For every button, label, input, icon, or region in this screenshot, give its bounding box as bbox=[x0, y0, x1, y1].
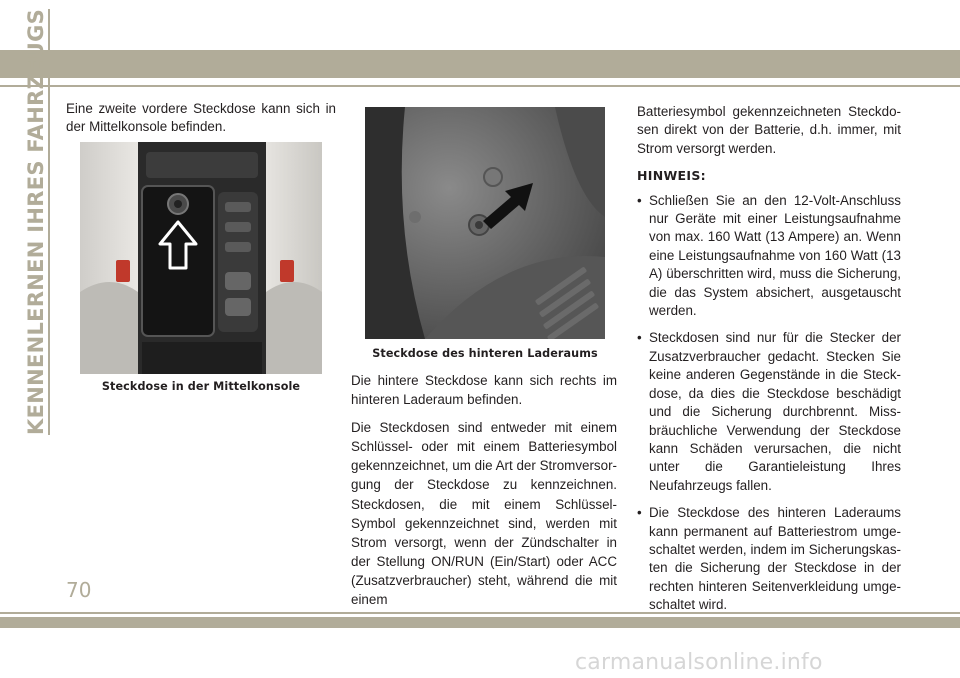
header-rule bbox=[0, 85, 960, 87]
column-3 bbox=[637, 103, 901, 624]
page-number: 70 bbox=[66, 578, 92, 602]
list-item: • Schließen Sie an den 12-Volt-Anschluss nur Geräte mit einer Leistungsaufnahme von max. 160 Watt (13 Ampere) an. Wenn eine Leistungsaufnahme von 160 Watt (13 A) überschritten wird, muss die Sicherung, die das System absichert, ausgetauscht werden. bbox=[637, 192, 901, 321]
note-list bbox=[637, 192, 901, 615]
column-2 bbox=[351, 371, 617, 618]
cargo-area-photo bbox=[365, 107, 605, 339]
section-side-title: KENNENLERNEN IHRES FAHRZEUGS bbox=[24, 8, 48, 435]
note-heading: HINWEIS: bbox=[637, 168, 706, 184]
list-item: • Steckdosen sind nur für die Stecker der Zusatzverbraucher gedacht. Stecken Sie keine anderen Gegenstände in die Steckdose, da dies die Steckdose beschädigt und die Sicherung durchbrennt. Missbräuchliche Verwendung der Steckdose kann Schäden verursachen, die nicht unter die Garantieleistung Ihres Neufahrzeugs fallen. bbox=[637, 329, 901, 495]
figure-caption-center-console: Steckdose in der Mittelkonsole bbox=[101, 380, 301, 393]
watermark: carmanualsonline.info bbox=[575, 650, 823, 675]
header-bar bbox=[0, 50, 960, 78]
intro-paragraph: Eine zweite vordere Steckdose kann sich in der Mittelkonsole befinden. bbox=[66, 101, 336, 135]
column-1 bbox=[66, 100, 336, 146]
list-item: • Die Steckdose des hinteren Laderaums kann permanent auf Batteriestrom umgeschaltet werden, indem im Sicherungskasten die Sicherung der Steckdose in der rechten hinteren Seitenverkleidung umgeschaltet wird. bbox=[637, 504, 901, 614]
paragraph: Die hintere Steckdose kann sich rechts im hinteren Laderaum befinden. bbox=[351, 373, 617, 408]
footer-rule bbox=[0, 612, 960, 614]
center-console-photo bbox=[80, 142, 322, 374]
figure-caption-cargo-area: Steckdose des hinteren Laderaums bbox=[372, 347, 598, 360]
paragraph: Batteriesymbol gekennzeichneten Steckdosen direkt von der Batterie, d.h. immer, mit Strom versorgt werden. bbox=[637, 104, 901, 156]
footer-bar bbox=[0, 617, 960, 628]
paragraph: Die Steckdosen sind entweder mit einem Schlüssel- oder mit einem Batteriesymbol gekennzeichnet, um die Art der Stromversorgung der Steckdose zu kennzeichnen. Steckdosen, die mit einem Schlüssel-Symbol gekennzeichnet sind, werden mit Strom versorgt, wenn der Zündschalter in der Stellung ON/RUN (Ein/Start) oder ACC (Zusatzverbraucher) steht, während die mit einem bbox=[351, 420, 617, 608]
